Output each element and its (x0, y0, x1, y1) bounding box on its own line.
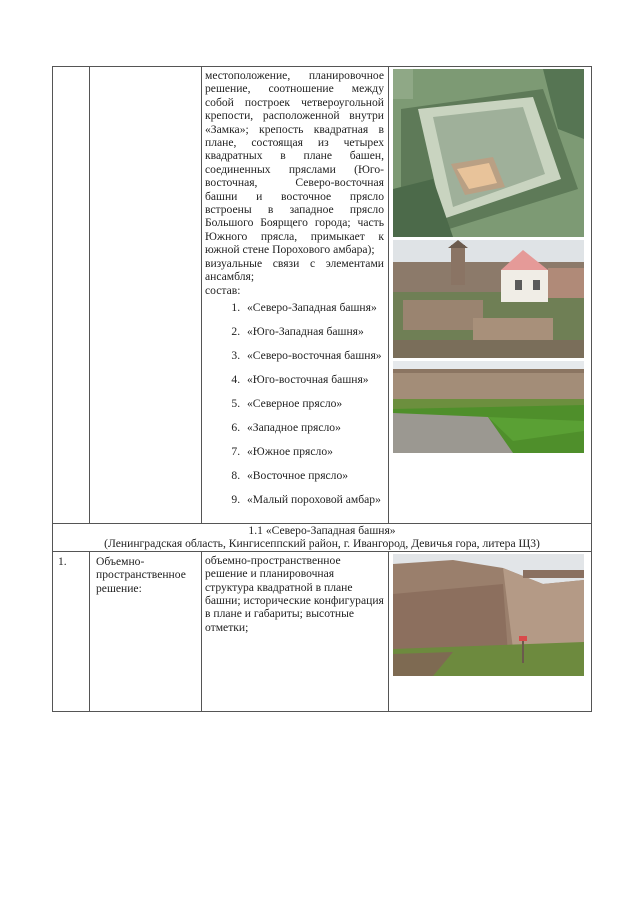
location-description: местоположение, планировочное решение, соотношение между собой построек четвероугольной крепости, расположенной внутри «Замка»; крепость квадратная в плане, состоящая из четырех квадратных в плане башен, соединенных пряслами (Юго-восточная, Северо-восточная башни и восточное прясло встроены в западное прясло Большого Боярщего города; часть Южного прясла, примыкает к южной стене Порохового амбара); (205, 69, 384, 257)
composition-list (205, 301, 384, 507)
lawn-and-wall-photo (393, 361, 584, 453)
label-cell (90, 67, 202, 524)
protection-subject-table (52, 66, 592, 712)
section-header-row (53, 523, 592, 551)
row-label: Объемно-пространственное решение: (90, 551, 202, 711)
table-row (53, 67, 592, 524)
list-item: 2. «Юго-Западная башня» (243, 325, 384, 339)
number-cell (53, 67, 90, 524)
section-header-cell (53, 523, 592, 551)
list-item: 8. «Восточное прясло» (243, 469, 384, 483)
list-item: 6. «Западное прясло» (243, 421, 384, 435)
list-item: 4. «Юго-восточная башня» (243, 373, 384, 387)
list-item: 3. «Северо-восточная башня» (243, 349, 384, 363)
section-address: (Ленинградская область, Кингисеппский район, г. Ивангород, Девичья гора, литера Щ3) (104, 537, 540, 551)
list-item: 5. «Северное прясло» (243, 397, 384, 411)
list-item: 7. «Южное прясло» (243, 445, 384, 459)
fortress-courtyard-photo (393, 240, 584, 358)
aerial-photo (393, 69, 584, 237)
photos-cell (389, 551, 592, 711)
section-title: 1.1 «Северо-Западная башня» (248, 523, 396, 537)
row-number: 1. (53, 551, 90, 711)
list-item: 9. «Малый пороховой амбар» (243, 493, 384, 507)
row-description: объемно-пространственное решение и планировочная структура квадратной в плане башни; исторические конфигурация в плане и габариты; высотные отметки; (202, 551, 389, 711)
table-row (53, 551, 592, 711)
list-item: 1. «Северо-Западная башня» (243, 301, 384, 315)
tower-photo (393, 554, 584, 676)
description-cell (202, 67, 389, 524)
visual-links-text: визуальные связи с элементами ансамбля; (205, 256, 384, 284)
composition-label: состав: (205, 283, 241, 297)
photos-cell (389, 67, 592, 524)
